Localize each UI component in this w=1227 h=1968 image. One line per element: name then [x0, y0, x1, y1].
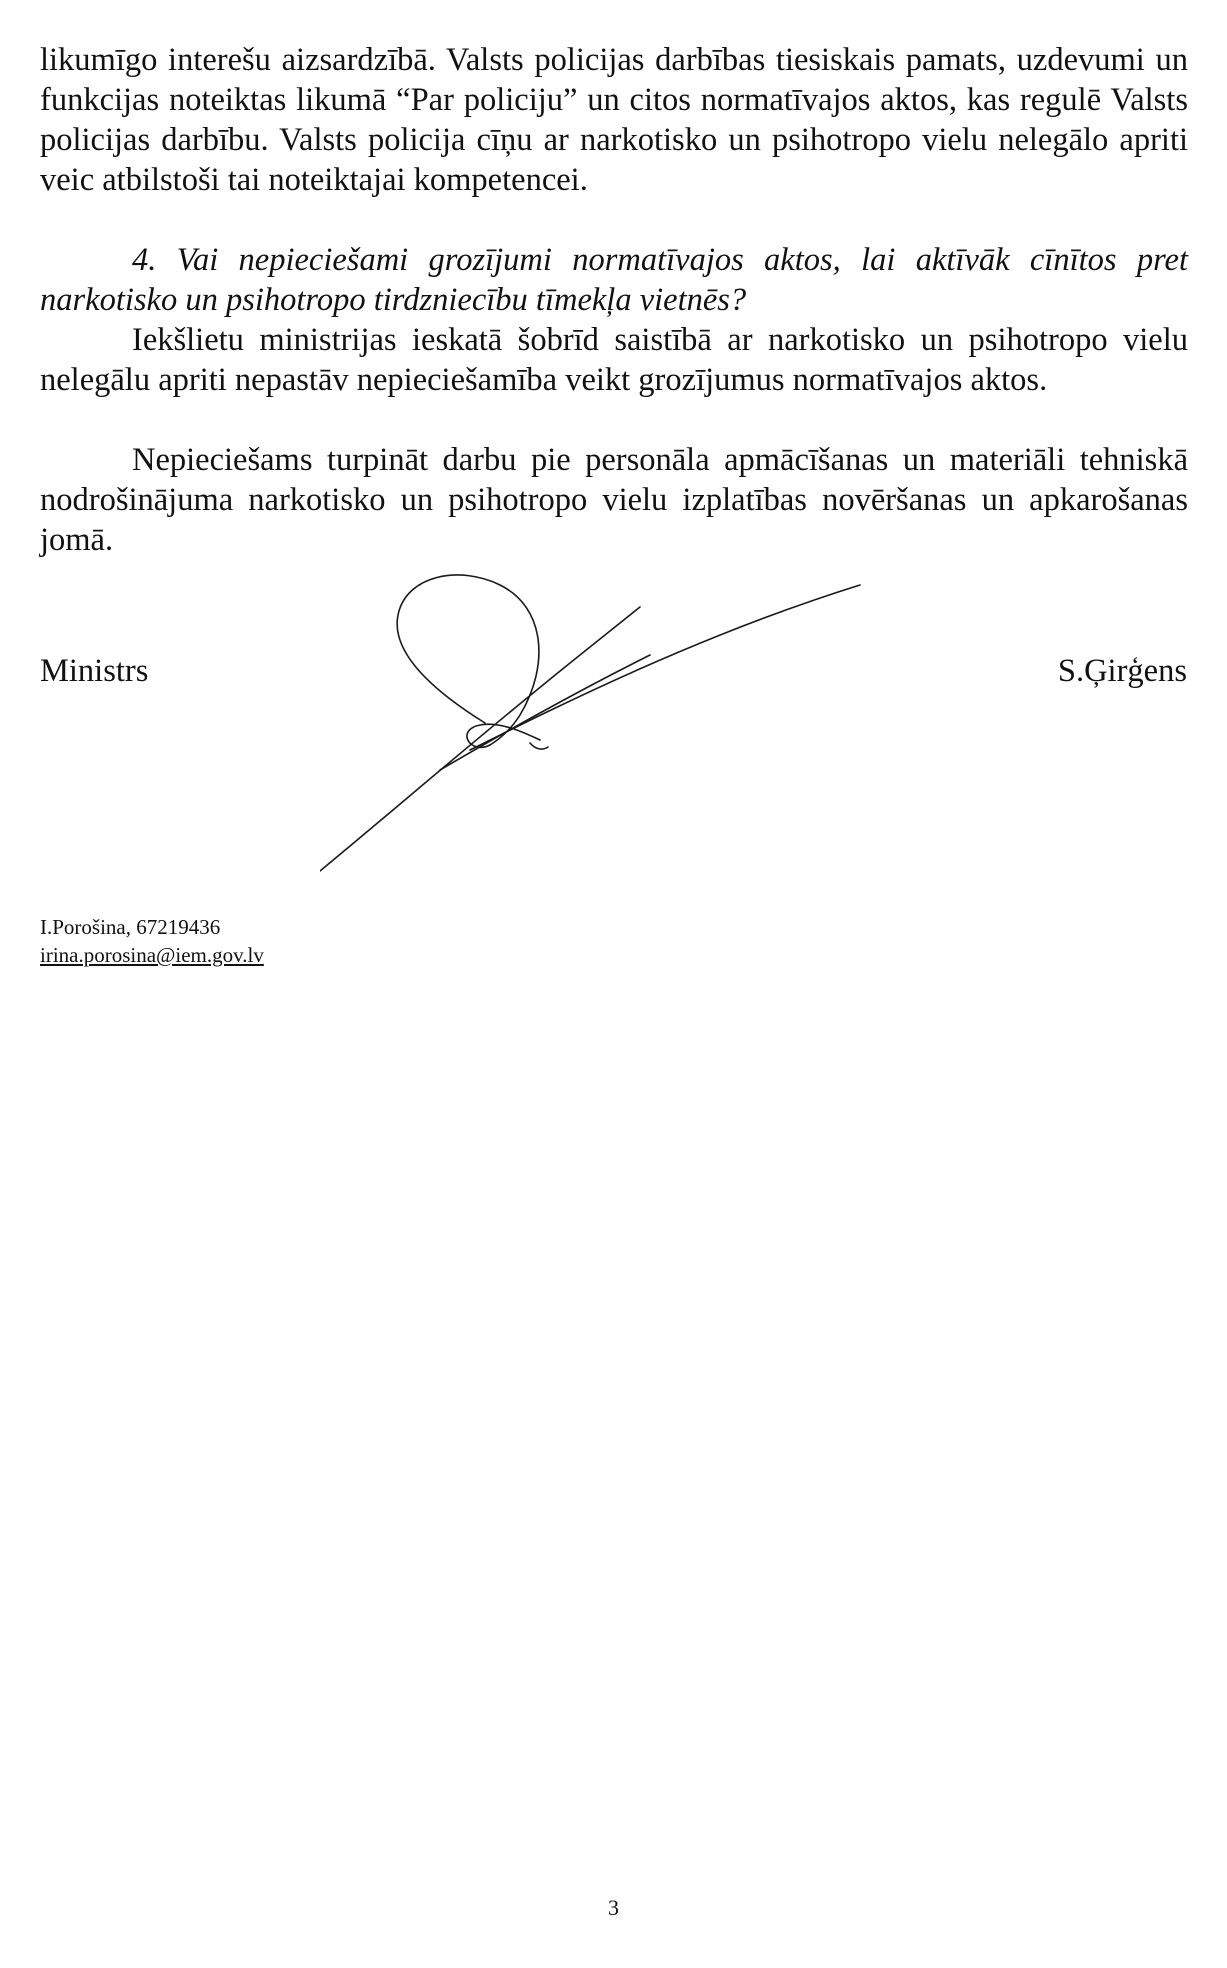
signer-name: S.Ģirģens	[1057, 653, 1187, 689]
paragraph-intro: likumīgo interešu aizsardzībā. Valsts policijas darbības tiesiskais pamats, uzdevumi un funkcijas noteiktas likumā “Par policiju” un citos normatīvajos aktos, kas regulē Valsts policijas darbību. Valsts policija cīņu ar narkotisko un psihotropo vielu nelegālo apriti veic atbilstoši tai noteiktajai kompetencei.	[40, 42, 1188, 198]
signer-title: Ministrs	[40, 653, 149, 689]
contact-name-phone: I.Porošina, 67219436	[40, 915, 221, 939]
question-heading: 4. Vai nepieciešami grozījumi normatīvajos aktos, lai aktīvāk cīnītos pret narkotisko un psihotropo tirdzniecību tīmekļa vietnēs?	[40, 242, 1188, 318]
paragraph-answer: Iekšlietu ministrijas ieskatā šobrīd saistībā ar narkotisko un psihotropo vielu nelegālu apriti nepastāv nepieciešamība veikt grozījumus normatīvajos aktos.	[40, 322, 1188, 398]
contact-email: irina.porosina@iem.gov.lv	[40, 943, 264, 967]
page-number: 3	[608, 1895, 619, 1920]
handwritten-signature	[320, 555, 880, 895]
paragraph-conclusion: Nepieciešams turpināt darbu pie personāla apmācīšanas un materiāli tehniskā nodrošinājuma narkotisko un psihotropo vielu izplatības novēršanas un apkarošanas jomā.	[40, 442, 1188, 558]
